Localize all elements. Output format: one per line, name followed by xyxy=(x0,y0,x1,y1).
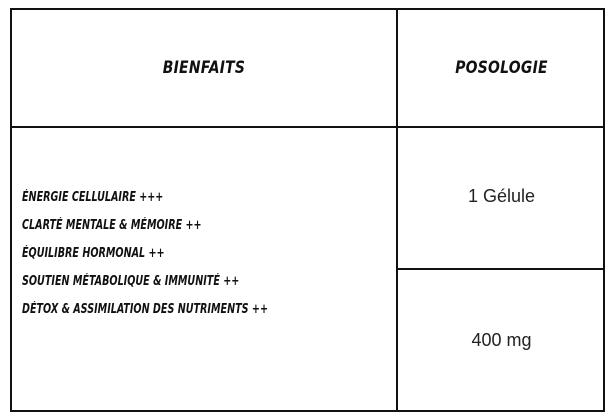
benefits-header: BIENFAITS xyxy=(162,58,246,78)
benefits-list xyxy=(22,184,392,324)
header-divider xyxy=(12,126,603,128)
benefit-item-hormonal-balance: ÉQUILIBRE HORMONAL ++ xyxy=(22,246,165,261)
dosage-capsule-count: 1 Gélule xyxy=(467,186,536,206)
dosage-header: POSOLOGIE xyxy=(455,58,548,78)
benefit-item-cellular-energy: ÉNERGIE CELLULAIRE +++ xyxy=(22,190,164,205)
dosage-row-divider xyxy=(396,268,605,270)
benefit-item-metabolic-immune-support: SOUTIEN MÉTABOLIQUE & IMMUNITÉ ++ xyxy=(22,274,240,289)
benefits-dosage-table xyxy=(10,8,605,412)
dosage-milligrams: 400 mg xyxy=(471,330,532,350)
benefit-item-mental-clarity: CLARTÉ MENTALE & MÉMOIRE ++ xyxy=(22,218,202,233)
benefit-item-detox-assimilation: DÉTOX & ASSIMILATION DES NUTRIMENTS ++ xyxy=(22,302,268,317)
